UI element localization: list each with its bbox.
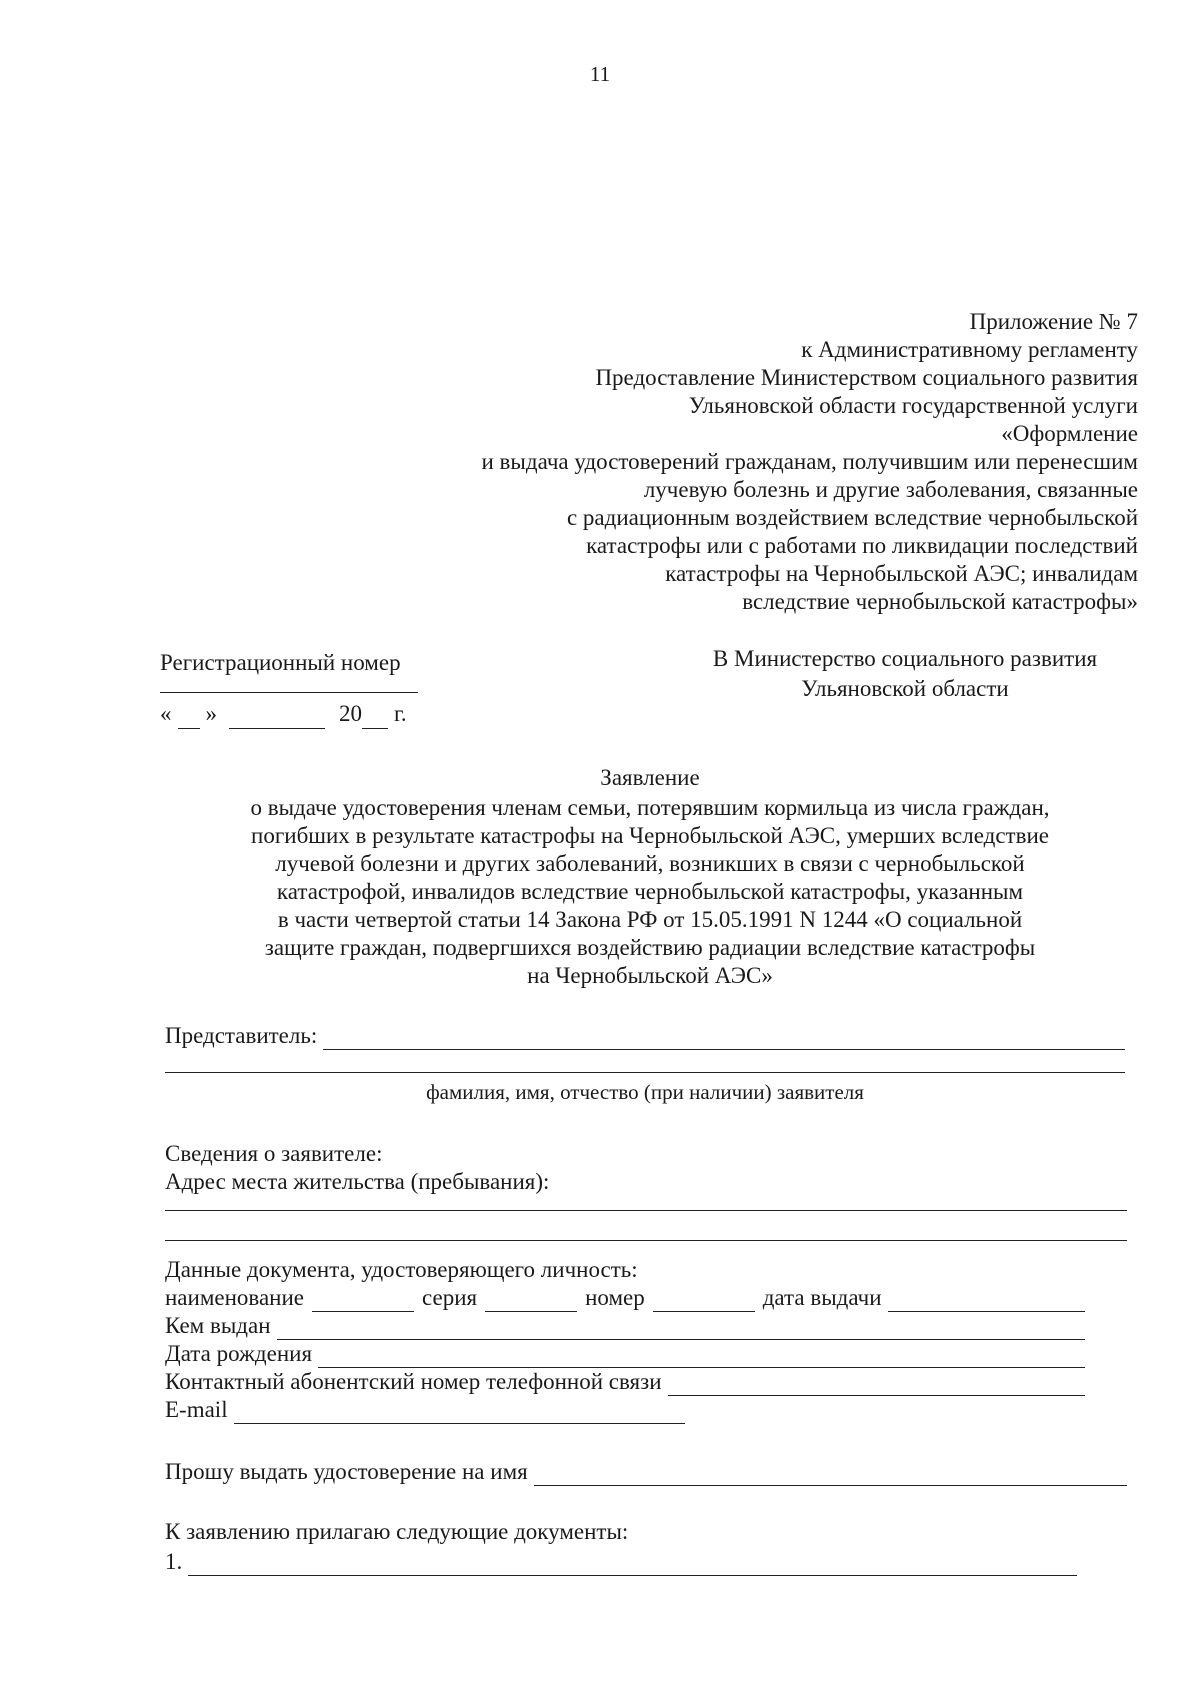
title-heading: Заявление	[600, 765, 700, 790]
date-month-field[interactable]	[229, 706, 325, 729]
date-year-prefix: 20	[339, 701, 362, 726]
doc-name-label: наименование	[165, 1285, 304, 1310]
appendix-line: Ульяновской области государственной услуги	[688, 393, 1138, 418]
addressee-line: В Министерство социального развития	[712, 646, 1098, 671]
representative-label: Представитель:	[165, 1023, 318, 1048]
appendix-line: и выдача удостоверений гражданам, получившим или перенесшим	[481, 449, 1138, 474]
email-label: E-mail	[165, 1397, 228, 1422]
address-field-line-1[interactable]	[165, 1210, 1127, 1211]
phone-row	[165, 1368, 1085, 1396]
doc-issue-date-label: дата выдачи	[762, 1285, 882, 1310]
birth-date-label: Дата рождения	[165, 1341, 313, 1366]
id-doc-details-row	[165, 1284, 1085, 1312]
issued-by-label: Кем выдан	[165, 1313, 271, 1338]
phone-field[interactable]	[668, 1373, 1085, 1396]
issued-by-field[interactable]	[277, 1317, 1085, 1340]
birth-date-field[interactable]	[318, 1345, 1085, 1368]
appendix-line: «Оформление	[1001, 421, 1138, 446]
appendix-header	[318, 308, 1138, 616]
fio-caption: фамилия, имя, отчество (при наличии) заявителя	[426, 1080, 864, 1104]
date-day-field[interactable]	[178, 706, 200, 729]
date-year-suffix: г.	[394, 701, 407, 726]
doc-number-field[interactable]	[653, 1289, 755, 1312]
registration-number-field[interactable]	[160, 678, 418, 693]
attachment-1-field[interactable]	[188, 1553, 1077, 1576]
registration-block	[160, 648, 420, 729]
birth-date-row	[165, 1340, 1085, 1368]
application-title	[180, 764, 1120, 990]
appendix-line: Предоставление Министерством социального развития	[595, 365, 1138, 390]
doc-series-field[interactable]	[485, 1289, 577, 1312]
doc-series-label: серия	[422, 1285, 478, 1310]
request-row	[165, 1458, 1127, 1486]
appendix-line: катастрофы на Чернобыльской АЭС; инвалидам	[665, 561, 1138, 586]
representative-field-line-2[interactable]	[165, 1072, 1125, 1073]
appendix-line: лучевую болезнь и другие заболевания, связанные	[643, 477, 1138, 502]
title-line: на Чернобыльской АЭС»	[527, 963, 773, 988]
title-line: лучевой болезни и других заболеваний, возникших в связи с чернобыльской	[275, 851, 1025, 876]
appendix-line: к Административному регламенту	[801, 337, 1138, 362]
applicant-info-label: Сведения о заявителе:	[165, 1141, 383, 1166]
title-line: защите граждан, подвергшихся воздействию радиации вследствие катастрофы	[264, 935, 1036, 960]
addressee-line: Ульяновской области	[801, 676, 1009, 701]
appendix-line: катастрофы или с работами по ликвидации последствий	[586, 533, 1138, 558]
phone-label: Контактный абонентский номер телефонной связи	[165, 1369, 662, 1394]
email-row	[165, 1396, 685, 1424]
appendix-line: Приложение № 7	[969, 309, 1138, 334]
title-line: погибших в результате катастрофы на Чернобыльской АЭС, умерших вследствие	[251, 823, 1049, 848]
registration-date-row	[160, 699, 420, 729]
attachment-row-1	[165, 1548, 1077, 1576]
date-open-quote: «	[160, 701, 172, 726]
appendix-line: с радиационным воздействием вследствие чернобыльской	[566, 505, 1138, 530]
page-number: 11	[589, 62, 611, 86]
request-name-field[interactable]	[534, 1463, 1127, 1486]
doc-issue-date-field[interactable]	[888, 1289, 1085, 1312]
address-label: Адрес места жительства (пребывания):	[165, 1169, 550, 1194]
attachments-label: К заявлению прилагаю следующие документы:	[165, 1519, 629, 1544]
email-field[interactable]	[234, 1401, 685, 1424]
registration-label: Регистрационный номер	[160, 650, 401, 675]
representative-field[interactable]	[323, 1027, 1125, 1050]
representative-row	[165, 1022, 1125, 1050]
date-close-quote: »	[205, 701, 217, 726]
id-doc-label: Данные документа, удостоверяющего личность:	[165, 1257, 638, 1282]
date-year-field[interactable]	[362, 706, 388, 729]
addressee-block	[700, 644, 1110, 704]
request-label: Прошу выдать удостоверение на имя	[165, 1459, 528, 1484]
doc-name-field[interactable]	[312, 1289, 414, 1312]
title-line: катастрофой, инвалидов вследствие чернобыльской катастрофы, указанным	[276, 879, 1024, 904]
doc-number-label: номер	[585, 1285, 645, 1310]
issued-by-row	[165, 1312, 1085, 1340]
attachment-1-number: 1.	[165, 1549, 183, 1574]
title-line: в части четвертой статьи 14 Закона РФ от 15.05.1991 N 1244 «О социальной	[277, 907, 1023, 932]
appendix-line: вследствие чернобыльской катастрофы»	[742, 589, 1138, 614]
address-field-line-2[interactable]	[165, 1240, 1127, 1241]
title-line: о выдаче удостоверения членам семьи, потерявшим кормильца из числа граждан,	[250, 795, 1050, 820]
